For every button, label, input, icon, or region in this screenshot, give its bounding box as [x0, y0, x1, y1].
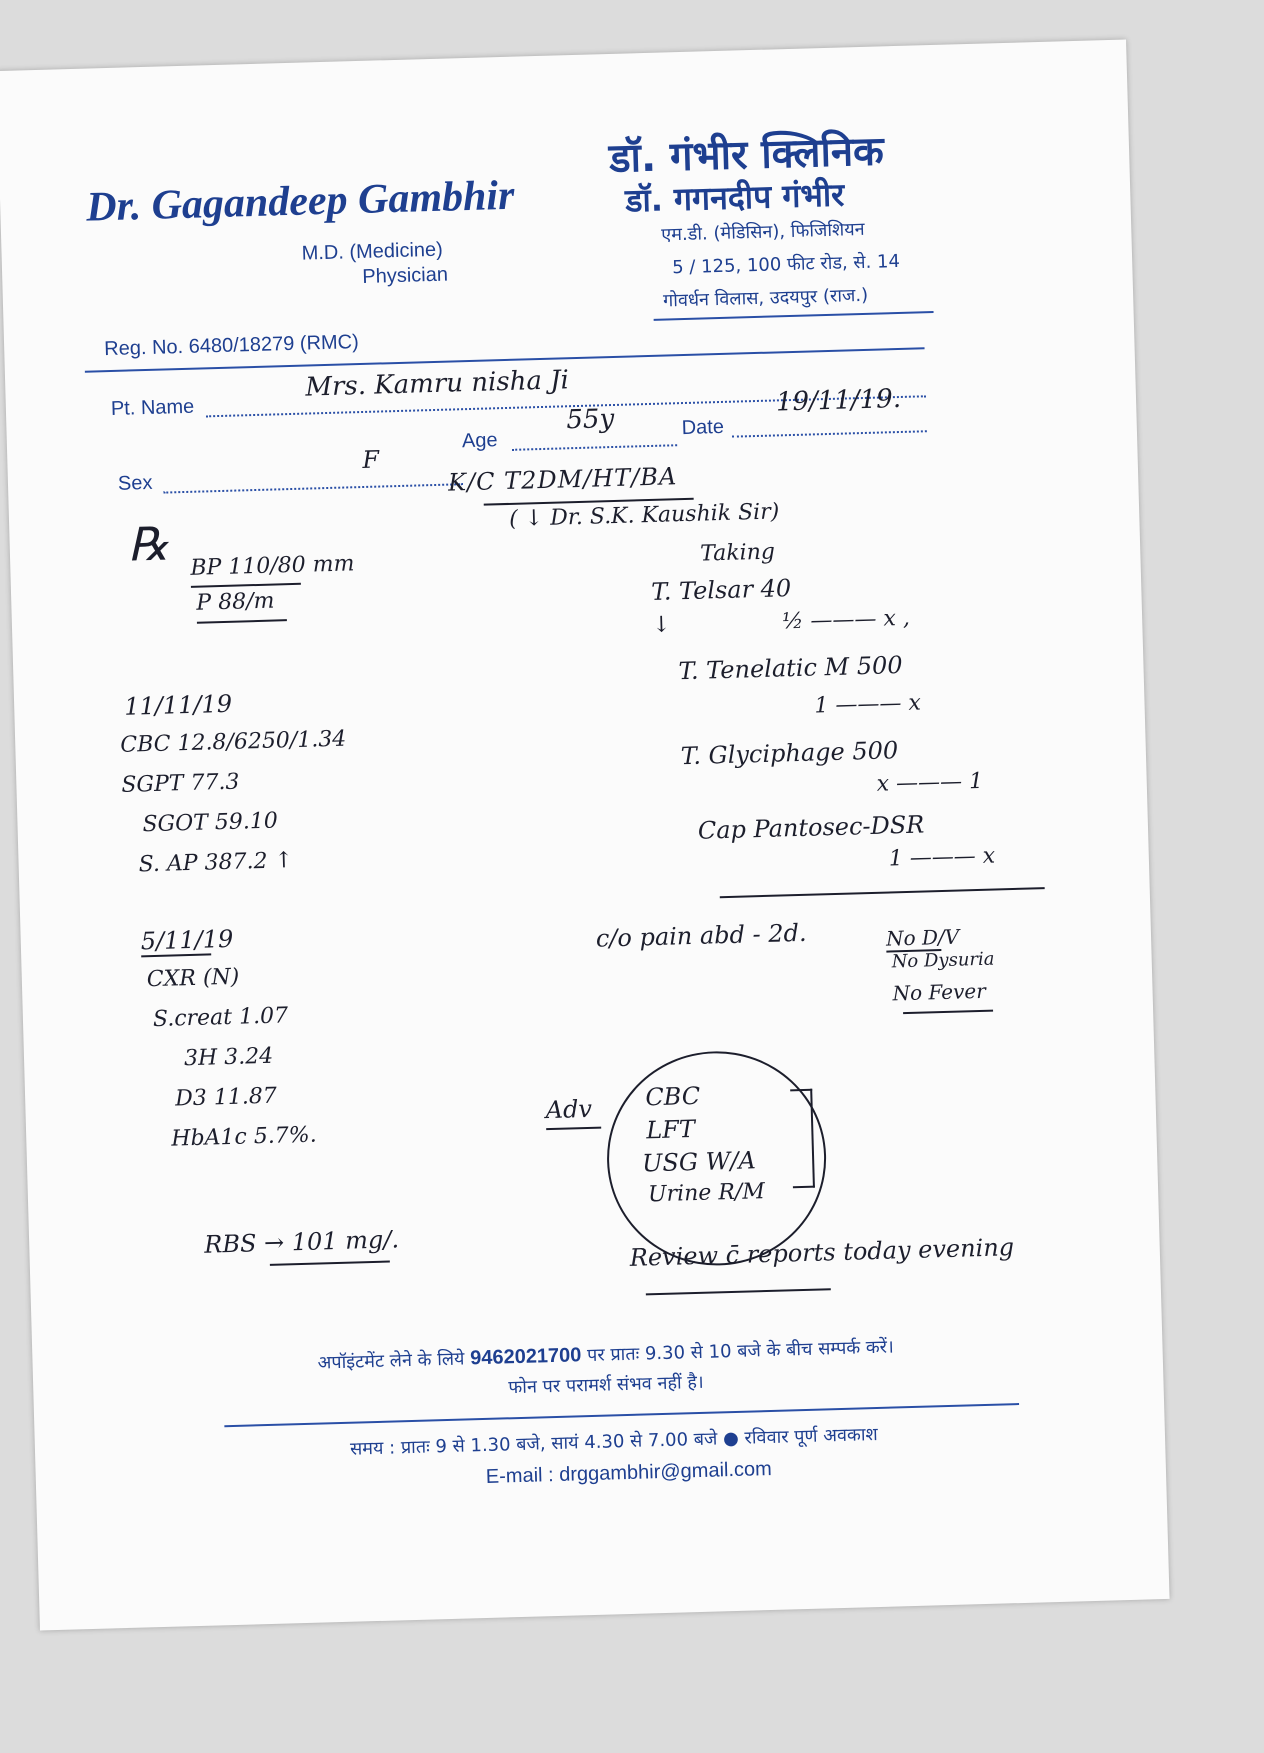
review-note: Review c̄ reports today evening	[629, 1233, 1015, 1272]
labs1-date: 11/11/19	[123, 689, 233, 721]
title-en: Physician	[362, 263, 449, 288]
advice-label-underline	[546, 1127, 601, 1131]
advice-item: USG W/A	[641, 1146, 757, 1178]
clinic-name-hi: डॉ. गंभीर क्लिनिक	[608, 128, 885, 182]
doctor-name-en: Dr. Gagandeep Gambhir	[85, 172, 515, 231]
degree-hi: एम.डी. (मेडिसिन), फिजिशियन	[660, 218, 865, 246]
labs2-line: S.creat 1.07	[152, 1003, 289, 1033]
timing-line: समय : प्रातः 9 से 1.30 बजे, सायं 4.30 से 7.00 बजे ● रविवार पूर्ण अवकाश	[349, 1424, 878, 1460]
appointment-line	[317, 1335, 894, 1375]
referral: ( ↓ Dr. S.K. Kaushik Sir)	[508, 499, 780, 532]
labs1-line: SGPT 77.3	[121, 769, 240, 798]
labs2-line: 3H 3.24	[183, 1043, 274, 1072]
patient-name-value: Mrs. Kamru nisha Ji	[304, 365, 570, 403]
labs2-line: D3 11.87	[174, 1083, 278, 1112]
header-rule-right	[654, 311, 934, 321]
negative-finding: No Fever	[892, 978, 987, 1006]
advice-item: LFT	[645, 1114, 696, 1145]
email-address[interactable]: drggambhir@gmail.com	[558, 1457, 773, 1486]
patient-name-label: Pt. Name	[110, 395, 195, 421]
medication-dose: 1 ——— x	[888, 843, 996, 872]
date-line	[732, 430, 927, 437]
negative-underline	[903, 1010, 993, 1015]
taking: Taking	[699, 539, 776, 567]
email-line	[486, 1458, 772, 1489]
negative-finding: No Dysuria	[891, 948, 995, 973]
rbs-underline	[270, 1261, 390, 1266]
vitals-bp: BP 110/80 mm	[190, 551, 355, 581]
email-label: E-mail :	[485, 1464, 554, 1488]
medication-name: T. Glyciphage 500	[680, 736, 899, 771]
degree-en: M.D. (Medicine)	[301, 238, 444, 265]
negative-finding: No D/V	[885, 924, 960, 951]
advice-label: Adv	[545, 1094, 593, 1125]
labs1-line: SGOT 59.10	[142, 808, 279, 838]
rx-symbol: ℞	[126, 516, 170, 572]
advice-item: Urine R/M	[647, 1179, 766, 1208]
review-underline	[646, 1288, 831, 1295]
sex-label: Sex	[117, 471, 153, 495]
age-label: Age	[461, 429, 498, 453]
complaint: c/o pain abd - 2d.	[595, 918, 807, 953]
medication-dose: ½ ——— x ,	[781, 605, 911, 635]
diagnosis: K/C T2DM/HT/BA	[447, 462, 678, 497]
labs2-date: 5/11/19	[140, 924, 234, 956]
labs1-line: CBC 12.8/6250/1.34	[119, 726, 347, 758]
labs1-line: S. AP 387.2 ↑	[138, 848, 294, 878]
address-line2-hi: गोवर्धन विलास, उदयपुर (राज.)	[662, 284, 869, 312]
advice-bracket	[790, 1089, 815, 1189]
medication-name: T. Tenelatic M 500	[678, 651, 903, 686]
appointment-phone: 9462021700	[469, 1344, 582, 1370]
arrow-down: ↓	[651, 612, 671, 638]
medication-name: Cap Pantosec-DSR	[697, 810, 925, 845]
pulse-underline	[197, 619, 287, 624]
vitals-pulse: P 88/m	[196, 588, 275, 616]
labs2-line: CXR (N)	[146, 964, 240, 993]
vitals-underline	[191, 583, 301, 588]
date-value: 19/11/19.	[775, 383, 902, 418]
date-label: Date	[681, 415, 725, 440]
sex-line	[163, 483, 463, 493]
address-line1-hi: 5 / 125, 100 फीट रोड, से. 14	[671, 250, 901, 279]
appointment-post: पर प्रातः 9.30 से 10 बजे के बीच सम्पर्क करें।	[586, 1336, 895, 1367]
reg-no: Reg. No. 6480/18279 (RMC)	[103, 331, 360, 361]
doctor-name-hi: डॉ. गगनदीप गंभीर	[624, 175, 845, 220]
medication-dose: 1 ——— x	[814, 690, 922, 719]
medication-name: T. Telsar 40	[650, 574, 792, 606]
phone-consult-note: फोन पर परामर्श संभव नहीं है।	[508, 1371, 705, 1399]
sex-value: F	[362, 445, 380, 475]
age-line	[512, 444, 677, 451]
medication-dose: x ——— 1	[876, 768, 984, 797]
footer-rule	[224, 1403, 1019, 1427]
appointment-pre: अपॉइंटमेंट लेने के लिये	[317, 1348, 465, 1374]
advice-item: CBC	[644, 1081, 701, 1112]
medications-divider	[720, 887, 1045, 898]
prescription-paper	[0, 40, 1170, 1631]
labs2-line: HbA1c 5.7%.	[170, 1122, 317, 1152]
age-value: 55y	[565, 403, 615, 436]
rbs: RBS → 101 mg/.	[203, 1225, 400, 1259]
